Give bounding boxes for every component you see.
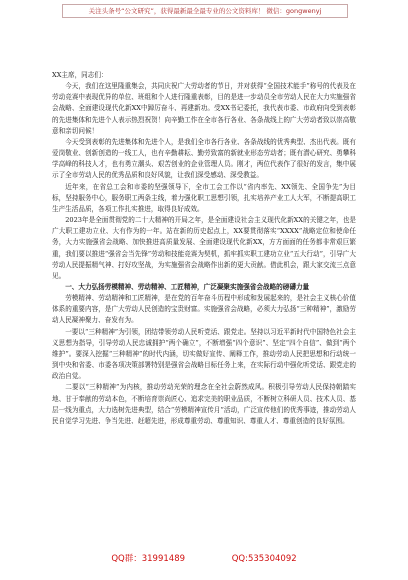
body-paragraph: 一要以“三种精神”为引领，团结带领劳动人民听党话、跟党走。坚持以习近平新时代中国特色社会主义思想为指导，引导劳动人民忠诚拥护“两个确立”，不断增强“四个意识”、坚定“四个自信”、做到“两个维护”。要深入挖掘“三种精神”的时代内涵，切实做好宣传、阐释工作，推动劳动人民把思想和行动统一到中央和省委、市委各项决策部署特别是强省会战略目标任务上来，在实际行动中强化听党话、跟党走的政治自觉。 [52,327,356,381]
body-paragraph: 今天受到表彰的先进集体和先进个人，是我们全市各行各业、各条战线的优秀典型、杰出代表。既有爱岗敬业、创新创造的一线工人，也有辛勤耕耘、勤劳致富的新就业形态劳动者；既有潜心研究、勇攀科学高峰的科技人才，也有勇立潮头、艰苦创业的企业管理人员。刚才，两位代表作了很好的发言，集中展示了全市劳动人民的优秀品质和良好风貌，让我们深受感动、深受教益。 [52,137,356,180]
qq-label: QQ:535304092 [231,554,297,564]
body-paragraph: 今天，我们在这里隆重集会，共同庆祝广大劳动者的节日，并对获得“全国技术能手”称号的代表及在劳动竞赛中表现优异的单位、班组和个人进行隆重表彰，目的是进一步动员全市劳动人民在大力实施强省会战略、全面建设现代化新XX中踔厉奋斗、再建新功。受XX书记委托，我代表市委、市政府向受到表彰的先进集体和先进个人表示热烈祝贺！向辛勤工作在全市各行各业、各条战线上的广大劳动者致以崇高敬意和亲切问候！ [52,82,356,135]
salutation: XX主席，同志们： [52,71,108,79]
section-heading: 一、大力弘扬劳模精神、劳动精神、工匠精神，广泛凝聚实施强省会战略的磅礴力量 [65,282,310,291]
speech-document [52,70,356,427]
body-paragraph: 劳模精神、劳动精神和工匠精神，是在党的百年奋斗历程中形成和发展起来的，是社会主义核心价值体系的重要内容，是广大劳动人民创造的宝贵财富。实施强省会战略，必须大力弘扬“三种精神”，激励劳动人民凝神聚力、奋发有为。 [52,294,356,325]
body-paragraph: 近年来，在省总工会和市委的坚强领导下，全市工会工作以“省内率先、XX领先、全国争先”为目标，坚持服务中心，服务职工两条主线，着力强化职工思想引领，扎实培养产业工人大军，不断提高职工生产生活品质，各项工作扎实推进，取得良好成效。 [52,182,356,213]
contact-footer [0,551,408,567]
body-paragraph: 2023年是全面贯彻党的二十大精神的开局之年，是全面建设社会主义现代化新XX的关键之年，也是广大职工建功立业、大有作为的一年。站在新的历史起点上，XX要贯彻落实“XXXX”战略定位和使命任务，大力实施强省会战略、加快推进高质量发展、全面建设现代化新XX，方方面面的任务都非常艰巨繁重，我们要以推进“强省会当先锋”劳动和技能竞赛为契机，抓牢抓实职工建功立业“五大行动”，引导广大劳动人民提振精气神、打好攻坚战，为实施强省会战略作出新的更大贡献。借此机会，跟大家交流三点意见。 [52,216,356,280]
body-paragraph: 二要以“三种精神”为内核，推动劳动光荣的理念在全社会蔚然成风。积极引导劳动人民保持朝踏实地、甘于奉献的劳动本色，不断培育崇尚匠心、追求完美的职业品质，不断树立科研人员、技术人员、基层一线为重点，大力选树先进典型，结合“劳模精神宣传月”活动，广泛宣传他们的优秀事迹，推动劳动人民自觉学习先进、争当先进、赶超先进，形成尊重劳动、尊重知识、尊重人才、尊重创造的良好氛围。 [52,383,356,425]
header-banner: 关注头条号“公文研究”，获得最新最全最专业的公文资料库！ 微信：gongwenyj [62,4,348,18]
qq-group-label: QQ群：31991489 [111,554,186,564]
